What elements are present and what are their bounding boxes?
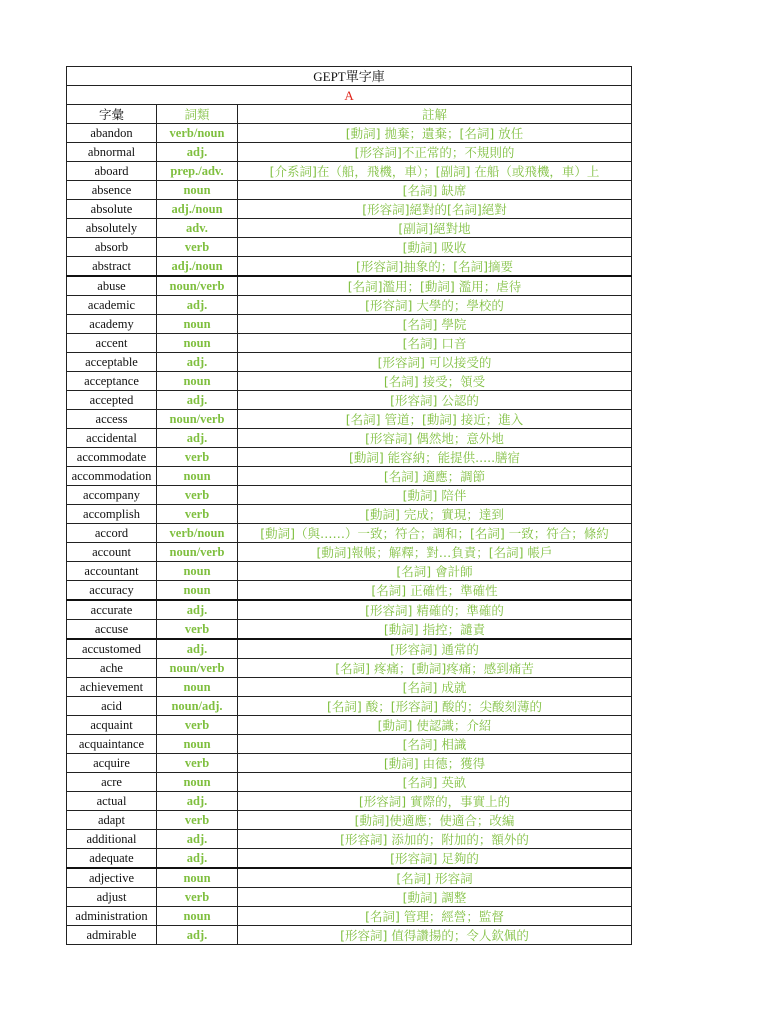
word-cell: access	[67, 410, 157, 429]
word-cell: accommodate	[67, 448, 157, 467]
definition-cell: [形容詞] 添加的；附加的；額外的	[238, 830, 632, 849]
word-cell: absolute	[67, 200, 157, 219]
word-cell: abstract	[67, 257, 157, 277]
definition-cell: [副詞]絕對地	[238, 219, 632, 238]
table-row	[67, 697, 632, 716]
table-row	[67, 181, 632, 200]
pos-cell: noun	[157, 773, 238, 792]
definition-cell: [名詞] 酸；[形容詞] 酸的；尖酸刻薄的	[238, 697, 632, 716]
word-cell: academy	[67, 315, 157, 334]
pos-cell: noun	[157, 181, 238, 200]
table-row	[67, 811, 632, 830]
word-cell: acquaintance	[67, 735, 157, 754]
word-cell: administration	[67, 907, 157, 926]
pos-cell: verb/noun	[157, 124, 238, 143]
definition-cell: [動詞] 拋棄；遺棄；[名詞] 放任	[238, 124, 632, 143]
pos-cell: adj.	[157, 792, 238, 811]
definition-cell: [動詞]使適應；使適合；改編	[238, 811, 632, 830]
word-cell: actual	[67, 792, 157, 811]
definition-cell: [名詞] 成就	[238, 678, 632, 697]
table-row	[67, 219, 632, 238]
pos-cell: noun	[157, 581, 238, 601]
pos-cell: noun	[157, 868, 238, 888]
table-row	[67, 849, 632, 869]
word-cell: accidental	[67, 429, 157, 448]
table-row	[67, 143, 632, 162]
word-cell: adjective	[67, 868, 157, 888]
table-row	[67, 505, 632, 524]
word-cell: adapt	[67, 811, 157, 830]
word-cell: accountant	[67, 562, 157, 581]
definition-cell: [名詞] 形容詞	[238, 868, 632, 888]
word-cell: absorb	[67, 238, 157, 257]
word-cell: abnormal	[67, 143, 157, 162]
table-row	[67, 448, 632, 467]
word-cell: achievement	[67, 678, 157, 697]
pos-cell: verb	[157, 620, 238, 640]
table-row	[67, 639, 632, 659]
pos-cell: noun/verb	[157, 410, 238, 429]
word-cell: accuse	[67, 620, 157, 640]
definition-cell: [名詞] 學院	[238, 315, 632, 334]
word-cell: accent	[67, 334, 157, 353]
pos-cell: verb	[157, 811, 238, 830]
pos-cell: adj.	[157, 830, 238, 849]
pos-cell: noun	[157, 735, 238, 754]
table-row	[67, 524, 632, 543]
definition-cell: [形容詞] 大學的；學校的	[238, 296, 632, 315]
header-pos: 詞類	[157, 105, 238, 124]
table-row	[67, 620, 632, 640]
word-cell: accurate	[67, 600, 157, 620]
pos-cell: adj.	[157, 296, 238, 315]
pos-cell: noun	[157, 315, 238, 334]
word-cell: accommodation	[67, 467, 157, 486]
definition-cell: [形容詞] 偶然地；意外地	[238, 429, 632, 448]
definition-cell: [形容詞]抽象的；[名詞]摘要	[238, 257, 632, 277]
table-row	[67, 276, 632, 296]
pos-cell: noun	[157, 562, 238, 581]
pos-cell: adj.	[157, 353, 238, 372]
pos-cell: verb/noun	[157, 524, 238, 543]
word-cell: accomplish	[67, 505, 157, 524]
table-row	[67, 773, 632, 792]
definition-cell: [形容詞] 通常的	[238, 639, 632, 659]
definition-cell: [名詞] 會計師	[238, 562, 632, 581]
table-row	[67, 581, 632, 601]
word-cell: ache	[67, 659, 157, 678]
table-row	[67, 467, 632, 486]
pos-cell: noun/verb	[157, 659, 238, 678]
definition-cell: [動詞] 指控；譴責	[238, 620, 632, 640]
table-row	[67, 391, 632, 410]
pos-cell: adj./noun	[157, 257, 238, 277]
word-cell: accord	[67, 524, 157, 543]
definition-cell: [形容詞] 足夠的	[238, 849, 632, 869]
sheet-title: GEPT單字庫	[67, 67, 632, 86]
pos-cell: verb	[157, 754, 238, 773]
table-row	[67, 296, 632, 315]
word-cell: aboard	[67, 162, 157, 181]
definition-cell: [動詞] 由德；獲得	[238, 754, 632, 773]
word-cell: adjust	[67, 888, 157, 907]
definition-cell: [名詞] 口音	[238, 334, 632, 353]
table-row	[67, 659, 632, 678]
table-row	[67, 257, 632, 277]
pos-cell: adj./noun	[157, 200, 238, 219]
definition-cell: [形容詞] 公認的	[238, 391, 632, 410]
table-row	[67, 600, 632, 620]
table-row	[67, 735, 632, 754]
table-row	[67, 907, 632, 926]
header-row	[67, 105, 632, 124]
pos-cell: adj.	[157, 639, 238, 659]
pos-cell: adj.	[157, 600, 238, 620]
definition-cell: [名詞]濫用；[動詞] 濫用；虐待	[238, 276, 632, 296]
table-row	[67, 754, 632, 773]
table-row	[67, 792, 632, 811]
table-row	[67, 888, 632, 907]
word-cell: acquaint	[67, 716, 157, 735]
title-row	[67, 67, 632, 86]
definition-cell: [形容詞]絕對的[名詞]絕對	[238, 200, 632, 219]
definition-cell: [動詞]報帳；解釋；對…負責；[名詞] 帳戶	[238, 543, 632, 562]
word-cell: acquire	[67, 754, 157, 773]
definition-cell: [動詞] 陪伴	[238, 486, 632, 505]
definition-cell: [形容詞] 值得讚揚的；令人欽佩的	[238, 926, 632, 945]
definition-cell: [名詞] 缺席	[238, 181, 632, 200]
table-row	[67, 353, 632, 372]
word-cell: accustomed	[67, 639, 157, 659]
table-row	[67, 315, 632, 334]
word-cell: absolutely	[67, 219, 157, 238]
definition-cell: [動詞] 使認識；介紹	[238, 716, 632, 735]
pos-cell: noun	[157, 334, 238, 353]
pos-cell: noun/adj.	[157, 697, 238, 716]
table-row	[67, 562, 632, 581]
word-cell: accompany	[67, 486, 157, 505]
definition-cell: [形容詞]不正常的；不規則的	[238, 143, 632, 162]
pos-cell: noun	[157, 372, 238, 391]
letter-row	[67, 86, 632, 105]
pos-cell: prep./adv.	[157, 162, 238, 181]
word-cell: account	[67, 543, 157, 562]
word-cell: acceptable	[67, 353, 157, 372]
table-row	[67, 830, 632, 849]
word-cell: admirable	[67, 926, 157, 945]
pos-cell: verb	[157, 716, 238, 735]
word-cell: additional	[67, 830, 157, 849]
word-cell: abuse	[67, 276, 157, 296]
pos-cell: verb	[157, 448, 238, 467]
pos-cell: verb	[157, 505, 238, 524]
definition-cell: [介系詞]在（船，飛機，車）；[副詞] 在船（或飛機，車）上	[238, 162, 632, 181]
definition-cell: [名詞] 適應；調節	[238, 467, 632, 486]
section-letter: A	[67, 86, 632, 105]
definition-cell: [動詞] 完成；實現；達到	[238, 505, 632, 524]
table-row	[67, 410, 632, 429]
header-word: 字彙	[67, 105, 157, 124]
definition-cell: [形容詞] 精確的；準確的	[238, 600, 632, 620]
header-definition: 註解	[238, 105, 632, 124]
table-row	[67, 486, 632, 505]
definition-cell: [動詞] 吸收	[238, 238, 632, 257]
pos-cell: adv.	[157, 219, 238, 238]
vocabulary-table	[66, 66, 632, 945]
table-row	[67, 124, 632, 143]
definition-cell: [形容詞] 可以接受的	[238, 353, 632, 372]
word-cell: adequate	[67, 849, 157, 869]
word-cell: acid	[67, 697, 157, 716]
pos-cell: verb	[157, 888, 238, 907]
table-row	[67, 678, 632, 697]
word-cell: acre	[67, 773, 157, 792]
definition-cell: [名詞] 接受；領受	[238, 372, 632, 391]
pos-cell: noun/verb	[157, 543, 238, 562]
pos-cell: adj.	[157, 849, 238, 869]
table-row	[67, 429, 632, 448]
definition-cell: [名詞] 管理；經營；監督	[238, 907, 632, 926]
table-row	[67, 334, 632, 353]
pos-cell: noun	[157, 907, 238, 926]
table-row	[67, 716, 632, 735]
table-row	[67, 926, 632, 945]
word-cell: absence	[67, 181, 157, 200]
definition-cell: [形容詞] 實際的，事實上的	[238, 792, 632, 811]
definition-cell: [名詞] 相識	[238, 735, 632, 754]
definition-cell: [名詞] 英畝	[238, 773, 632, 792]
table-row	[67, 543, 632, 562]
table-row	[67, 868, 632, 888]
pos-cell: adj.	[157, 391, 238, 410]
pos-cell: adj.	[157, 429, 238, 448]
definition-cell: [動詞] 調整	[238, 888, 632, 907]
word-cell: accepted	[67, 391, 157, 410]
pos-cell: verb	[157, 486, 238, 505]
table-row	[67, 372, 632, 391]
pos-cell: adj.	[157, 143, 238, 162]
pos-cell: noun/verb	[157, 276, 238, 296]
pos-cell: adj.	[157, 926, 238, 945]
word-cell: abandon	[67, 124, 157, 143]
table-row	[67, 162, 632, 181]
definition-cell: [動詞]（與……）一致；符合；調和；[名詞] 一致；符合；條約	[238, 524, 632, 543]
table-row	[67, 200, 632, 219]
pos-cell: noun	[157, 678, 238, 697]
pos-cell: noun	[157, 467, 238, 486]
definition-cell: [動詞] 能容納；能提供.....膳宿	[238, 448, 632, 467]
definition-cell: [名詞] 正確性；準確性	[238, 581, 632, 601]
definition-cell: [名詞] 疼痛；[動詞]疼痛；感到痛苦	[238, 659, 632, 678]
word-cell: acceptance	[67, 372, 157, 391]
table-row	[67, 238, 632, 257]
word-cell: academic	[67, 296, 157, 315]
definition-cell: [名詞] 管道；[動詞] 接近；進入	[238, 410, 632, 429]
word-cell: accuracy	[67, 581, 157, 601]
pos-cell: verb	[157, 238, 238, 257]
